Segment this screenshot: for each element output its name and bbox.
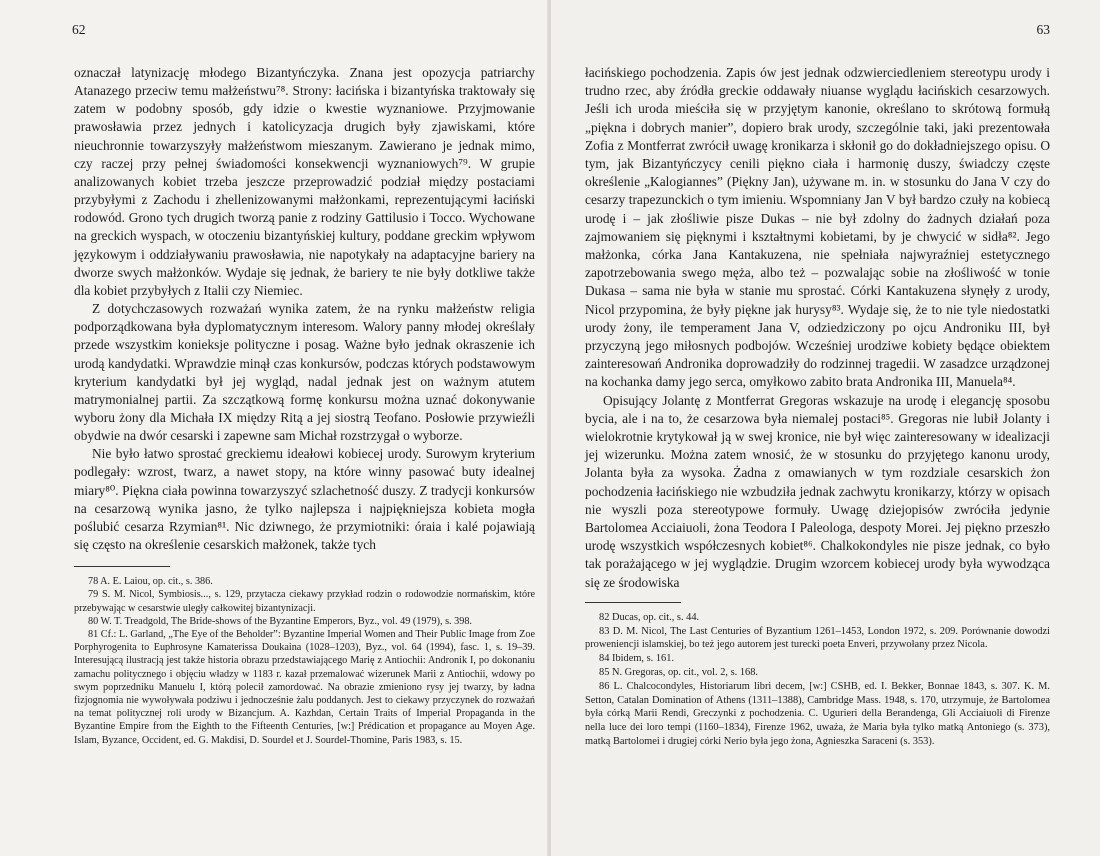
footnote: 84 Ibidem, s. 161. bbox=[599, 653, 675, 665]
paragraph: łacińskiego pochodzenia. Zapis ów jest jednak odzwierciedleniem stereotypu urody i trudno rzec, aby źródła greckie oddawały niuanse wyglądu łacińskich cesarzowych. Jeśli ich uroda mieściła się w przyjętym kanonie, określano to skrótową formułą „piękna i dobrych manier”, dopiero brak urody, szczególnie taki, jaki prezentowała Zofia z Montferrat zwrócił uwagę kronikarza i skłonił go do dokładniejszego opisu. O tym, jak Bizantyńczycy cenili piękno ciała i harmonię duszy, świadczy częste określenie „Kalogiannes” (Piękny Jan), używane m. in. w stosunku do Jana V czy do cesarzy trapezunckich o tym imieniu. Wspomniany Jan V był bardzo czuły na kobiecą urodę i – jak złośliwie pisze Dukas – nie był zdolny do żadnych działań poza zajmowaniem się pięknymi i kształtnymi kobietami, by je chwycić w sidła⁸². Jego małżonka, córka Jana Kantakuzena, nie spełniała najwyraźniej estetycznego zapotrzebowania swego męża, albo też – pozwalając sobie na złośliwość w tonie Dukasa – sama nie była w stanie mu sprostać. Córki Kantakuzena słynęły z urody, Nicol przypomina, że były piękne jak hurysy⁸³. Wydaje się, że to nie tyle niedostatki urody żony, ile temperament Jana V, odziedziczony po ojcu Androniku III, był przyczyną jego miłosnych podbojów. Wcześniej urodziwe kobiety będące obiektem zainteresowań Andronika doprowadziły do rodzinnej tragedii. W zasadzce urządzonej na kochanka damy jego serca, omyłkowo zabito brata Andronika III, Manuela⁸⁴. bbox=[585, 65, 1050, 390]
paragraph: Z dotychczasowych rozważań wynika zatem, że na rynku małżeństw religia podporządkowana była dyplomatycznym interesom. Walory panny młodej określały przede wszystkim konieksje polityczne i posag. Ważne było jednak okraszenie ich urodą kandydatki. Wprawdzie minął czas konkursów, podczas których podstawowym kryterium kandydatki był jej wygląd, nadal jednak jest on ważnym atutem matrymonialnej partii. Za szczątkową formę konkursu można uznać dokonywanie wyboru żony dla Michała IX między Ritą a jej siostrą Teofano. Posłowie przywieźli obydwie na dwór cesarski i zapewne sam Michał rozstrzygał o wyborze. bbox=[74, 301, 535, 444]
footnotes bbox=[74, 575, 535, 747]
footnote: 86 L. Chalcocondyles, Historiarum libri decem, [w:] CSHB, ed. I. Bekker, Bonnae 1843, s. 307. K. M. Setton, Catalan Domination of Athens (1311–1388), Cambridge Mass. 1948, s. 170, utrzymuje, że Bartolomea była córką Marii Rendi, Greczynki z pochodzenia. C. Ugurieri della Berandenga, Gli Acciaiuoli di Firenze nella luce dei loro tempi (1160–1834), Firenze 1962, uważa, że Maria była tylko matką Antoniego (s. 373), matką Bartolomei i drugiej córki Nerio była jego żona, Agnieszka Saraceni (s. 353). bbox=[585, 680, 1050, 748]
paragraph: oznaczał latynizację młodego Bizantyńczyka. Znana jest opozycja patriarchy Atanazego przeciw temu małżeństwu⁷⁸. Strony: łacińska i bizantyńska traktowały się zatem w podobny sposób, gdy idzie o kwestie wyznaniowe. Przyjmowanie prawosławia przez jednych i katolicyzacja drugich były zjawiskami, które nieuchronnie towarzyszyły małżeństwom mieszanym. Zawierano je jednak mimo, czy raczej przy pełnej świadomości konsekwencji wyznaniowych⁷⁹. W grupie analizowanych kobiet trzeba jeszcze przeprowadzić podział między postaciami przybyłymi z Zachodu i zhellenizowanymi małżonkami, reprezentującymi łaciński rodowód. Grono tych drugich tworzą panie z rodziny Gattilusio i Tocco. Wychowane na greckich wyspach, w otoczeniu bizantyńskiej kultury, poddane greckim wpływom językowym i oddziaływaniu prawosławia, nie napotykały na adaptacyjne bariery na dworze swych małżonków. Wydaje się jednak, że bariery te nie były dotkliwe także dla kobiet przybyłych z Italii czy Niemiec. bbox=[74, 65, 535, 298]
footnote: 83 D. M. Nicol, The Last Centuries of Byzantium 1261–1453, London 1972, s. 209. Porównanie dowodzi proweniencji islamskiej, bo też jego autorem jest turecki poeta Enveri, przywołany przez Nicola. bbox=[585, 625, 1050, 651]
footnote: 81 Cf.: L. Garland, „The Eye of the Beholder”: Byzantine Imperial Women and Their Public Image from Zoe Porphyrogenita to Euphrosyne Kamaterissa Doukaina (1028–1203), Byz., vol. 64 (1994), fasc. 1, s. 19–39. Interesującą ilustracją jest także historia obrazu przedstawiającego Marię z Antiochii: Andronik I, po dokonaniu zamachu politycznego i objęciu władzy w 1183 r. kazał przemalować wizerunek Marii z Antiochii, wdowy po swym poprzedniku Manuelu I, którą polecił zamordować. Na obrazie zmieniono rysy jej twarzy, by ładna fizjognomia nie wywoływała podziwu i jednocześnie żalu poddanych. Jest to ciekawy przyczynek do rozważań na temat politycznej roli urody w Bizancjum. A. Kazhdan, Certain Traits of Imperial Propaganda in the Byzantine Empire from the Eighth to the Fifteenth Centuries, [w:] Prédication et propagance au Moyen Age. Islam, Byzance, Occident, ed. G. Makdisi, D. Sourdel et J. Sourdel-Thomine, Paris 1983, s. 15. bbox=[74, 629, 535, 746]
main-text bbox=[74, 64, 535, 554]
left-page bbox=[0, 0, 549, 856]
footnote: 80 W. T. Treadgold, The Bride-shows of the Byzantine Emperors, Byz., vol. 49 (1979), s. 398. bbox=[88, 615, 472, 627]
right-page bbox=[551, 0, 1100, 856]
footnote: 82 Ducas, op. cit., s. 44. bbox=[599, 611, 700, 623]
footnotes bbox=[585, 611, 1050, 749]
page-number: 63 bbox=[1036, 22, 1050, 37]
footnote-divider bbox=[74, 566, 170, 567]
footnote: 79 S. M. Nicol, Symbiosis..., s. 129, przytacza ciekawy przykład rodzin o rodowodzie normańskim, które przebywając w cesarstwie uległy całkowitej bizantynizacji. bbox=[74, 589, 535, 614]
footnote-divider bbox=[585, 602, 681, 603]
page-number: 62 bbox=[72, 22, 86, 37]
paragraph: Opisujący Jolantę z Montferrat Gregoras wskazuje na urodę i elegancję sposobu bycia, ale i na to, że cesarzowa była niemalej postaci⁸⁵. Gregoras nie lubił Jolanty i wielokrotnie krytykował ją w swej kronice, nie był więc zainteresowany w idealizacji jej wizerunku. Można zatem wnosić, że w stosunku do przyjętego kanonu urody, Jolanta była za wysoka. Żadna z omawianych w tym rozdziale cesarskich żon pochodzenia łacińskiego nie wzbudziła jednak zachwytu kronikarzy, którzy w opisach nie wyszli poza stereotypowe formuły. Uwagę dziejopisów zwróciła jedynie Bartolomea Acciaiuoli, żona Teodora I Paleologa, despoty Morei. Jej piękno przeszło urodę wszystkich współczesnych kobiet⁸⁶. Chalkokondyles nie pisze jednak, co było tak porażającego w jej wyglądzie. Drugim wzorcem kobiecej urody była wywodząca się ze środowiska bbox=[585, 392, 1050, 590]
footnote: 78 A. E. Laiou, op. cit., s. 386. bbox=[88, 576, 213, 588]
paragraph: Nie było łatwo sprostać greckiemu ideałowi kobiecej urody. Surowym kryterium podlegały: wzrost, twarz, a nawet stopy, na które winny pasować buty idealnej miary⁸⁰. Piękna ciała powinna towarzyszyć szlachetność duszy. Z tradycji konkursów na cesarzową wynika jasno, że tylko najlepsza i najpiękniejsza kobieta mogła poślubić cesarza Rzymian⁸¹. Nic dziwnego, że przymiotniki: óraia i kalé pojawiają się często na określenie cesarskich małżonek, także tych bbox=[74, 446, 535, 553]
main-text bbox=[585, 64, 1050, 592]
footnote: 85 N. Gregoras, op. cit., vol. 2, s. 168. bbox=[599, 667, 759, 679]
